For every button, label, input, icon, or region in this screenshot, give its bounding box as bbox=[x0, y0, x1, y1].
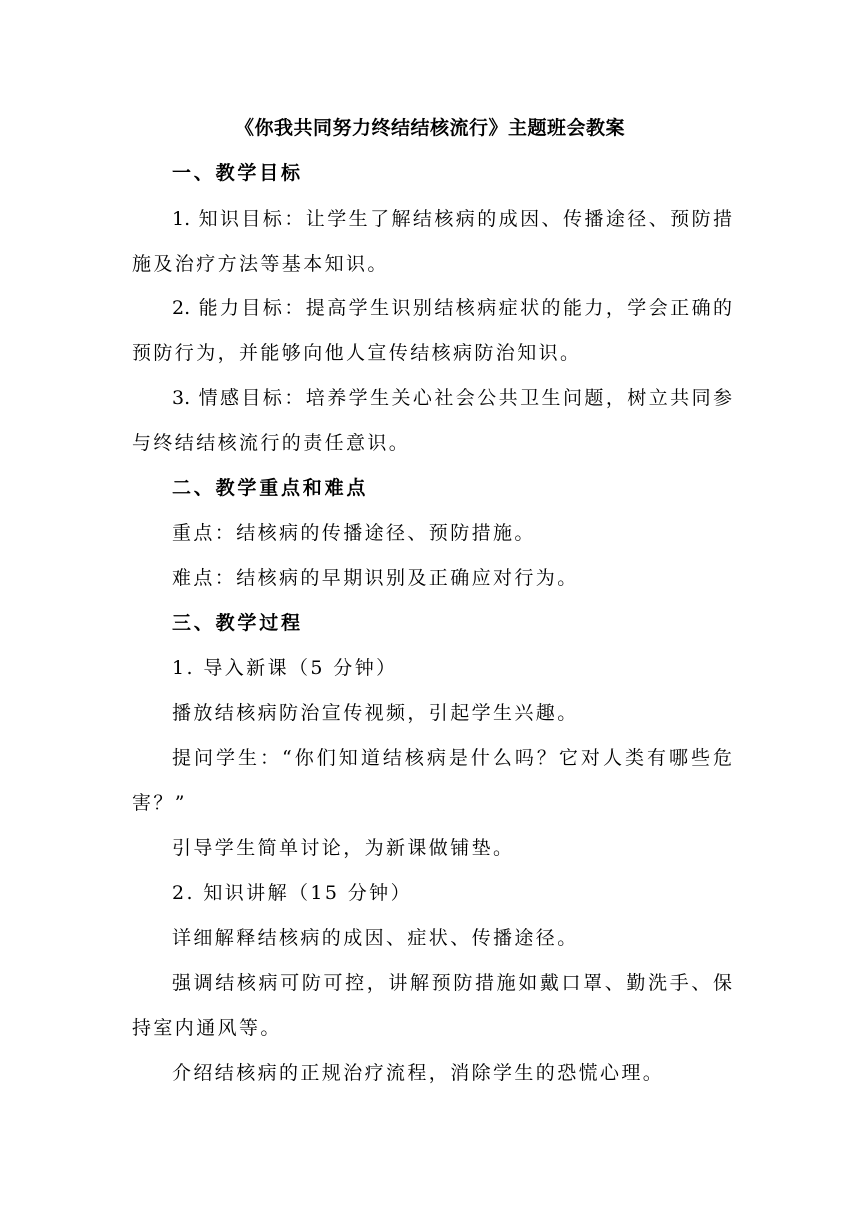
paragraph-line: 1. 知识目标：让学生了解结核病的成因、传播途径、预防措 bbox=[172, 208, 732, 230]
paragraph-line: 详细解释结核病的成因、症状、传播途径。 bbox=[172, 927, 579, 949]
paragraph-line: 介绍结核病的正规治疗流程，消除学生的恐慌心理。 bbox=[172, 1062, 665, 1084]
paragraph-line: 2. 能力目标：提高学生识别结核病症状的能力，学会正确的 bbox=[172, 297, 732, 319]
section-heading-goals: 一、教学目标 bbox=[172, 162, 303, 184]
paragraph-line: 3. 情感目标：培养学生关心社会公共卫生问题，树立共同参 bbox=[172, 387, 732, 409]
paragraph-line: 引导学生简单讨论，为新课做铺垫。 bbox=[172, 837, 515, 859]
paragraph-line: 提问学生：“你们知道结核病是什么吗？它对人类有哪些危 bbox=[172, 747, 732, 769]
paragraph-line: 预防行为，并能够向他人宣传结核病防治知识。 bbox=[132, 342, 582, 364]
step-title: 1. 导入新课（5 分钟） bbox=[172, 657, 398, 679]
paragraph-line: 持室内通风等。 bbox=[132, 1017, 282, 1039]
paragraph-line: 重点：结核病的传播途径、预防措施。 bbox=[172, 522, 536, 544]
document-title: 《你我共同努力终结结核流行》主题班会教案 bbox=[234, 117, 625, 139]
paragraph-line: 与终结结核流行的责任意识。 bbox=[132, 432, 411, 454]
section-heading-process: 三、教学过程 bbox=[172, 612, 303, 634]
paragraph-line: 害？” bbox=[132, 792, 187, 814]
section-heading-key-points: 二、教学重点和难点 bbox=[172, 477, 369, 499]
paragraph-line: 强调结核病可防可控，讲解预防措施如戴口罩、勤洗手、保 bbox=[172, 972, 732, 994]
step-title: 2. 知识讲解（15 分钟） bbox=[172, 882, 412, 904]
paragraph-line: 播放结核病防治宣传视频，引起学生兴趣。 bbox=[172, 702, 579, 724]
paragraph-line: 施及治疗方法等基本知识。 bbox=[132, 253, 389, 275]
paragraph-line: 难点：结核病的早期识别及正确应对行为。 bbox=[172, 567, 579, 589]
